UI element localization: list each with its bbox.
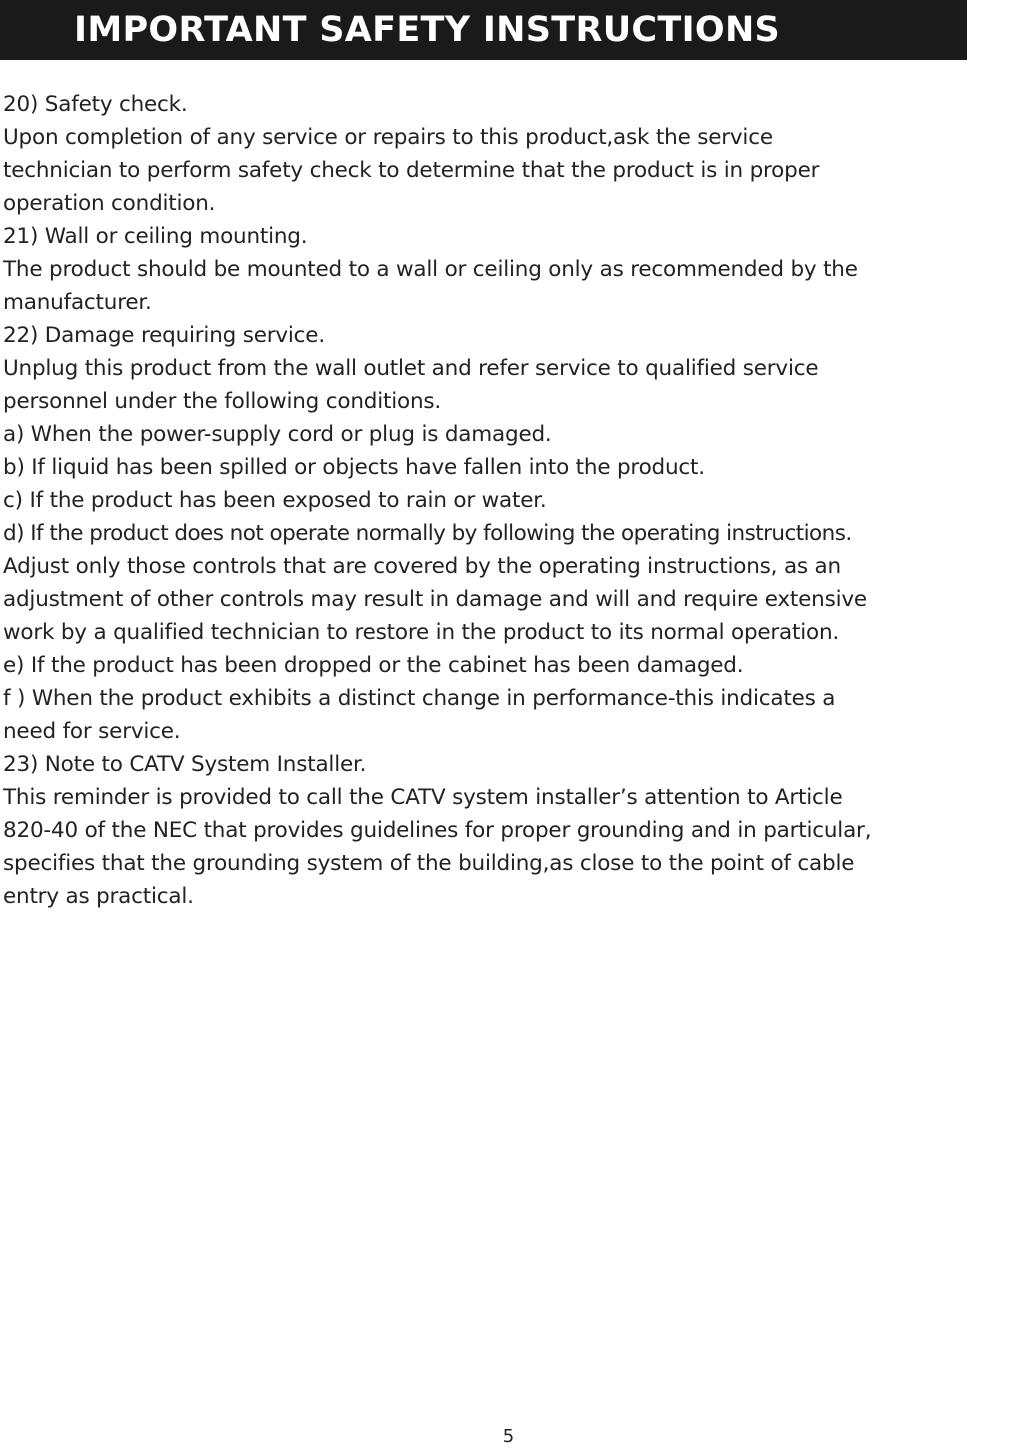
paragraph-line: adjustment of other controls may result in damage and will and require extensive bbox=[3, 587, 867, 612]
section-heading-safety-check: 20) Safety check. bbox=[3, 92, 188, 117]
section-heading-wall-mounting: 21) Wall or ceiling mounting. bbox=[3, 224, 308, 249]
paragraph-line: Adjust only those controls that are covered by the operating instructions, as an bbox=[3, 554, 841, 579]
list-item-e: e) If the product has been dropped or the cabinet has been damaged. bbox=[3, 653, 744, 678]
instructions-body bbox=[3, 88, 1015, 913]
paragraph-line: specifies that the grounding system of the building,as close to the point of cable bbox=[3, 851, 855, 876]
paragraph-line: operation condition. bbox=[3, 191, 216, 216]
paragraph-line: The product should be mounted to a wall or ceiling only as recommended by the bbox=[3, 257, 858, 282]
list-item-a: a) When the power-supply cord or plug is damaged. bbox=[3, 422, 552, 447]
paragraph-line: Unplug this product from the wall outlet and refer service to qualified service bbox=[3, 356, 819, 381]
paragraph-line: need for service. bbox=[3, 719, 181, 744]
paragraph-line: work by a qualified technician to restore in the product to its normal operation. bbox=[3, 620, 840, 645]
section-heading-catv-installer: 23) Note to CATV System Installer. bbox=[3, 752, 367, 777]
paragraph-line: personnel under the following conditions. bbox=[3, 389, 442, 414]
paragraph-line: technician to perform safety check to determine that the product is in proper bbox=[3, 158, 820, 183]
paragraph-line: manufacturer. bbox=[3, 290, 152, 315]
list-item-b: b) If liquid has been spilled or objects have fallen into the product. bbox=[3, 455, 705, 480]
section-heading-damage-service: 22) Damage requiring service. bbox=[3, 323, 325, 348]
list-item-d: d) If the product does not operate normally by following the operating instructions. bbox=[3, 521, 852, 546]
paragraph-line: This reminder is provided to call the CATV system installer’s attention to Article bbox=[3, 785, 843, 810]
paragraph-line: 820-40 of the NEC that provides guidelines for proper grounding and in particular, bbox=[3, 818, 872, 843]
page-number: 5 bbox=[502, 1426, 515, 1447]
list-item-c: c) If the product has been exposed to rain or water. bbox=[3, 488, 547, 513]
paragraph-line: entry as practical. bbox=[3, 884, 194, 909]
paragraph-line: Upon completion of any service or repairs to this product,ask the service bbox=[3, 125, 773, 150]
list-item-f: f ) When the product exhibits a distinct change in performance-this indicates a bbox=[3, 686, 836, 711]
header-banner bbox=[0, 0, 967, 60]
page-title: IMPORTANT SAFETY INSTRUCTIONS bbox=[74, 10, 781, 50]
